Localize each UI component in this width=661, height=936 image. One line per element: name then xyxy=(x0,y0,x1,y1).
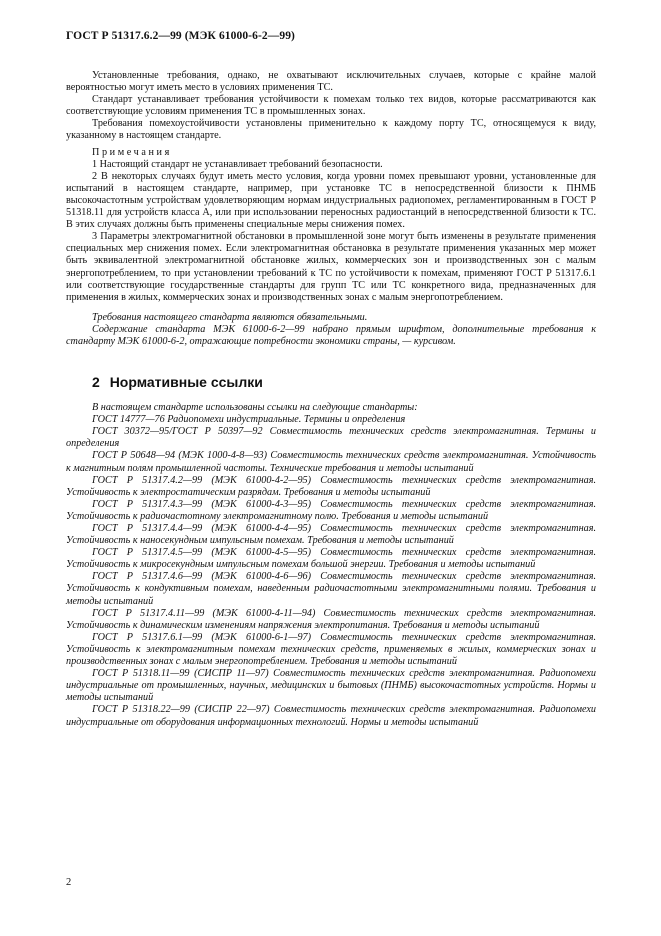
reference-item: ГОСТ Р 51317.4.5—99 (МЭК 61000-4-5—95) Совместимость технических средств электромагнитная. Устойчивость к микросекундным импульсным помехам большой энергии. Требования и методы испытаний xyxy=(66,547,596,571)
mandatory-statement: Требования настоящего стандарта являются обязательными. xyxy=(92,311,368,323)
section-number: 2 xyxy=(92,374,100,391)
reference-item: ГОСТ Р 50648—94 (МЭК 1000-4-8—93) Совместимость технических средств электромагнитная. Устойчивость к магнитным полям промышленной частоты. Технические требования и методы испытаний xyxy=(66,450,596,474)
intro-paragraph: Установленные требования, однако, не охватывают исключительных случаев, которые с крайне малой вероятностью могут иметь место в условиях применения ТС. xyxy=(66,70,596,94)
note-item: 1 Настоящий стандарт не устанавливает требований безопасности. xyxy=(92,158,383,170)
page-number: 2 xyxy=(66,877,72,888)
document-header: ГОСТ Р 51317.6.2—99 (МЭК 61000-6-2—99) xyxy=(66,30,295,42)
reference-item: ГОСТ Р 51317.6.1—99 (МЭК 61000-6-1—97) Совместимость технических средств электромагнитная. Устойчивость к электромагнитным помехам технических средств, применяемых в жилых, коммерческих зонах и производственных зонах с малым энергопотреблением. Требования и методы испытаний xyxy=(66,631,596,668)
reference-item: ГОСТ Р 51317.4.3—99 (МЭК 61000-4-3—95) Совместимость технических средств электромагнитная. Устойчивость к радиочастотному электромагнитному полю. Требования и методы испытаний xyxy=(66,498,596,522)
reference-item: ГОСТ Р 51317.4.4—99 (МЭК 61000-4-4—95) Совместимость технических средств электромагнитная. Устойчивость к наносекундным импульсным помехам. Требования и методы испытаний xyxy=(66,523,596,547)
reference-item: ГОСТ Р 51317.4.11—99 (МЭК 61000-4-11—94) Совместимость технических средств электромагнитная. Устойчивость к динамическим изменениям напряжения электропитания. Требования и методы испытаний xyxy=(66,607,596,631)
reference-item: ГОСТ Р 51317.4.2—99 (МЭК 61000-4-2—95) Совместимость технических средств электромагнитная. Устойчивость к электростатическим разрядам. Требования и методы испытаний xyxy=(66,474,596,498)
intro-paragraph: Стандарт устанавливает требования устойчивости к помехам только тех видов, которые рассматриваются как соответствующие условиям применения ТС в промышленных зонах. xyxy=(66,94,596,118)
reference-item: ГОСТ 14777—76 Радиопомехи индустриальные. Термины и определения xyxy=(92,414,406,426)
notes-heading: Примечания xyxy=(92,146,172,158)
intro-paragraph: Требования помехоустойчивости установлены применительно к каждому порту ТС, относящемуся к виду, указанному в настоящем стандарте. xyxy=(66,118,596,142)
content-note: Содержание стандарта МЭК 61000-6-2—99 набрано прямым шрифтом, дополнительные требования к стандарту МЭК 61000-6-2, отражающие потребности экономики страны, — курсивом. xyxy=(66,323,596,347)
reference-item: ГОСТ Р 51318.22—99 (СИСПР 22—97) Совместимость технических средств электромагнитная. Радиопомехи индустриальные от оборудования информационных технологий. Нормы и методы испытаний xyxy=(66,704,596,728)
reference-item: ГОСТ 30372—95/ГОСТ Р 50397—92 Совместимость технических средств электромагнитная. Термины и определения xyxy=(66,426,596,450)
document-body xyxy=(66,70,596,729)
references-intro: В настоящем стандарте использованы ссылки на следующие стандарты: xyxy=(92,402,418,414)
section-heading xyxy=(66,374,596,390)
reference-item: ГОСТ Р 51318.11—99 (СИСПР 11—97) Совместимость технических средств электромагнитная. Радиопомехи индустриальные от промышленных, научных, медицинских и бытовых (ПНМБ) высокочастотных устройств. Нормы и методы испытаний xyxy=(66,668,596,704)
note-item: 3 Параметры электромагнитной обстановки в промышленной зоне могут быть изменены в результате применения специальных мер снижения помех. Если электромагнитная обстановка в результате применения указанных мер может быть эквивалентной электромагнитной обстановке жилых, коммерческих зон и производственных зон с малым энергопотреблением, то при установлении требований к ТС по устойчивости к помехам, применяют ГОСТ Р 51317.6.1 или соответствующие государственные стандарты для групп ТС или ТС конкретного вида, предназначенных для применения в жилых, коммерческих зонах и производственных зонах с малым энергопотреблением. xyxy=(66,231,596,303)
section-title: Нормативные ссылки xyxy=(109,374,263,391)
reference-item: ГОСТ Р 51317.4.6—99 (МЭК 61000-4-6—96) Совместимость технических средств электромагнитная. Устойчивость к кондуктивным помехам, наведенным радиочастотными электромагнитными полями. Требования и методы испытаний xyxy=(66,571,596,607)
note-item: 2 В некоторых случаях будут иметь место условия, когда уровни помех превышают уровни, установленные для испытаний в настоящем стандарте, например, при установке ТС в непосредственной близости к ПНМБ высокочастотным устройствам удовлетворяющим нормам индустриальных радиопомех, регламентированным в ГОСТ Р 51318.11 для устройств класса А, или при использовании переносных радиостанций в непосредственной близости к ТС. В этих случаях должны быть применены специальные меры снижения помех. xyxy=(66,170,596,231)
